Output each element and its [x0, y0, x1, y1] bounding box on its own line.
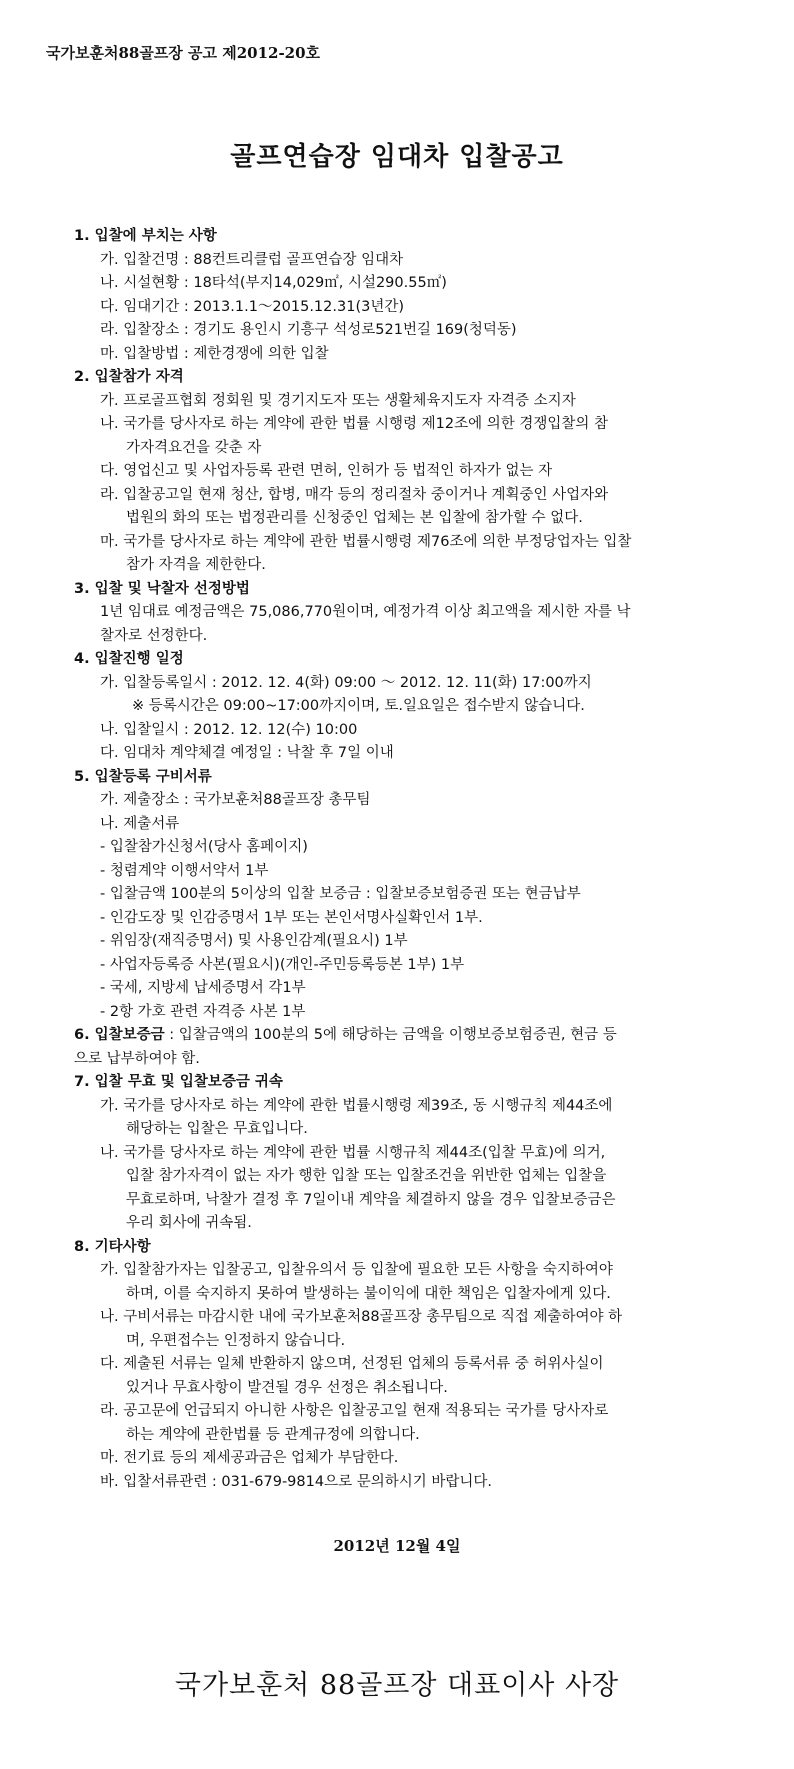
s7-item-na-cont: 입찰 참가자격이 없는 자가 행한 입찰 또는 입찰조건을 위반한 업체는 입찰을: [126, 1168, 607, 1184]
s2-item-ra-cont: 법원의 화의 또는 법정관리를 신청중인 업체는 본 입찰에 참가할 수 없다.: [126, 510, 583, 526]
s7-item-na-cont: 우리 회사에 귀속됨.: [126, 1215, 252, 1231]
s5-doc-item: - 2항 가호 관련 자격증 사본 1부: [100, 1003, 306, 1020]
s5-doc-item: - 사업자등록증 사본(필요시)(개인-주민등록등본 1부) 1부: [100, 956, 465, 973]
s5-doc-item: - 입찰참가신청서(당사 홈페이지): [100, 839, 308, 855]
s2-item-ma: 마. 국가를 당사자로 하는 계약에 관한 법률시행령 제76조에 의한 부정당업자는 입찰: [100, 533, 632, 550]
s5-doc-item: - 청렴계약 이행서약서 1부: [100, 862, 269, 879]
s7-item-ga: 가. 국가를 당사자로 하는 계약에 관한 법률시행령 제39조, 동 시행규칙 제44조에: [100, 1097, 613, 1114]
s5-doc-item: - 국세, 지방세 납세증명서 각1부: [100, 980, 306, 996]
section-8-heading: 8. 기타사항: [74, 1238, 151, 1255]
s8-item-ra-cont: 하는 계약에 관한법률 등 관계규정에 의합니다.: [126, 1426, 420, 1443]
s2-item-na-cont: 가자격요건을 갖춘 자: [126, 439, 262, 456]
s4-item-ga: 가. 입찰등록일시 : 2012. 12. 4(화) 09:00 ～ 2012. 12. 11(화) 17:00까지: [100, 674, 592, 691]
s5-doc-item: - 위임장(재직증명서) 및 사용인감계(필요시) 1부: [100, 933, 408, 949]
s7-item-ga-cont: 해당하는 입찰은 무효입니다.: [126, 1121, 308, 1137]
s1-item-da: 다. 임대기간 : 2013.1.1～2015.12.31(3년간): [100, 298, 405, 315]
s1-item-ga: 가. 입찰건명 : 88컨트리클럽 골프연습장 임대차: [100, 251, 404, 268]
issuer-signature: 국가보훈처 88골프장 대표이사 사장: [174, 1670, 620, 1701]
s8-item-ga-cont: 하며, 이를 숙지하지 못하여 발생하는 불이익에 대한 책임은 입찰자에게 있다.: [126, 1285, 611, 1302]
section-3-heading: 3. 입찰 및 낙찰자 선정방법: [74, 580, 250, 597]
s8-item-da: 다. 제출된 서류는 일체 반환하지 않으며, 선정된 업체의 등록서류 중 허위사실이: [100, 1356, 604, 1372]
section-4-heading: 4. 입찰진행 일정: [74, 651, 184, 667]
section-6: [74, 1024, 719, 1048]
s8-item-ga: 가. 입찰참가자는 입찰공고, 입찰유의서 등 입찰에 필요한 모든 사항을 숙지하여야: [100, 1262, 613, 1278]
s4-item-da: 다. 임대차 계약체결 예정일 : 낙찰 후 7일 이내: [100, 745, 394, 761]
s4-item-na: 나. 입찰일시 : 2012. 12. 12(수) 10:00: [100, 721, 358, 738]
section-7-heading: 7. 입찰 무효 및 입찰보증금 귀속: [74, 1074, 283, 1090]
s7-item-na-cont: 무효로하며, 낙찰가 결정 후 7일이내 계약을 체결하지 않을 경우 입찰보증금은: [126, 1191, 616, 1208]
section-6-text: : 입찰금액의 100분의 5에 해당하는 금액을 이행보증보험증권, 현금 등: [164, 1027, 617, 1043]
section-1-heading: 1. 입찰에 부치는 사항: [74, 228, 217, 244]
notice-body: [74, 225, 719, 1494]
s1-item-ma: 마. 입찰방법 : 제한경쟁에 의한 입찰: [100, 345, 329, 362]
section-6-text-cont: 으로 납부하여야 함.: [74, 1050, 200, 1067]
s8-item-na: 나. 구비서류는 마감시한 내에 국가보훈처88골프장 총무팀으로 직접 제출하여야 하: [100, 1309, 623, 1325]
s5-doc-item: - 인감도장 및 인감증명서 1부 또는 본인서명사실확인서 1부.: [100, 909, 483, 926]
notice-number: 국가보훈처88골프장 공고 제2012-20호: [46, 44, 321, 62]
document-title: 골프연습장 임대차 입찰공고: [230, 142, 564, 172]
s7-item-na: 나. 국가를 당사자로 하는 계약에 관한 법률 시행규칙 제44조(입찰 무효)에 의거,: [100, 1144, 606, 1161]
s8-item-ba: 바. 입찰서류관련 : 031-679-9814으로 문의하시기 바랍니다.: [100, 1473, 492, 1490]
notice-date: 2012년 12월 4일: [333, 1537, 461, 1555]
section-6-heading: 6. 입찰보증금: [74, 1027, 165, 1043]
s8-item-ra: 라. 공고문에 언급되지 아니한 사항은 입찰공고일 현재 적용되는 국가를 당사자로: [100, 1403, 609, 1419]
section-5-heading: 5. 입찰등록 구비서류: [74, 768, 212, 785]
s2-item-ra: 라. 입찰공고일 현재 청산, 합병, 매각 등의 정리절차 중이거나 계획중인 사업자와: [100, 486, 609, 503]
s8-item-ma: 마. 전기료 등의 제세공과금은 업체가 부담한다.: [100, 1450, 399, 1466]
s5-doc-item: - 입찰금액 100분의 5이상의 입찰 보증금 : 입찰보증보험증권 또는 현금납부: [100, 886, 581, 902]
s2-item-ma-cont: 참가 자격을 제한한다.: [126, 557, 266, 573]
s1-item-ra: 라. 입찰장소 : 경기도 용인시 기흥구 석성로521번길 169(청덕동): [100, 322, 517, 338]
s3-line-2: 찰자로 선정한다.: [100, 627, 208, 644]
section-2-heading: 2. 입찰참가 자격: [74, 369, 184, 385]
s4-note: ※ 등록시간은 09:00~17:00까지이며, 토.일요일은 접수받지 않습니다.: [132, 698, 585, 714]
s2-item-na: 나. 국가를 당사자로 하는 계약에 관한 법률 시행령 제12조에 의한 경쟁입찰의 참: [100, 416, 608, 432]
s5-item-ga: 가. 제출장소 : 국가보훈처88골프장 총무팀: [100, 792, 371, 808]
s2-item-ga: 가. 프로골프협회 정회원 및 경기지도자 또는 생활체육지도자 자격증 소지자: [100, 392, 576, 409]
s8-item-da-cont: 있거나 무효사항이 발견될 경우 선정은 취소됩니다.: [126, 1379, 448, 1396]
s8-item-na-cont: 며, 우편접수는 인정하지 않습니다.: [126, 1332, 346, 1349]
s1-item-na: 나. 시설현황 : 18타석(부지14,029㎡, 시설290.55㎡): [100, 275, 447, 291]
s2-item-da: 다. 영업신고 및 사업자등록 관련 면허, 인허가 등 법적인 하자가 없는 자: [100, 463, 553, 479]
s5-item-na: 나. 제출서류: [100, 815, 180, 832]
s3-line-1: 1년 임대료 예정금액은 75,086,770원이며, 예정가격 이상 최고액을 제시한 자를 낙: [100, 604, 631, 620]
